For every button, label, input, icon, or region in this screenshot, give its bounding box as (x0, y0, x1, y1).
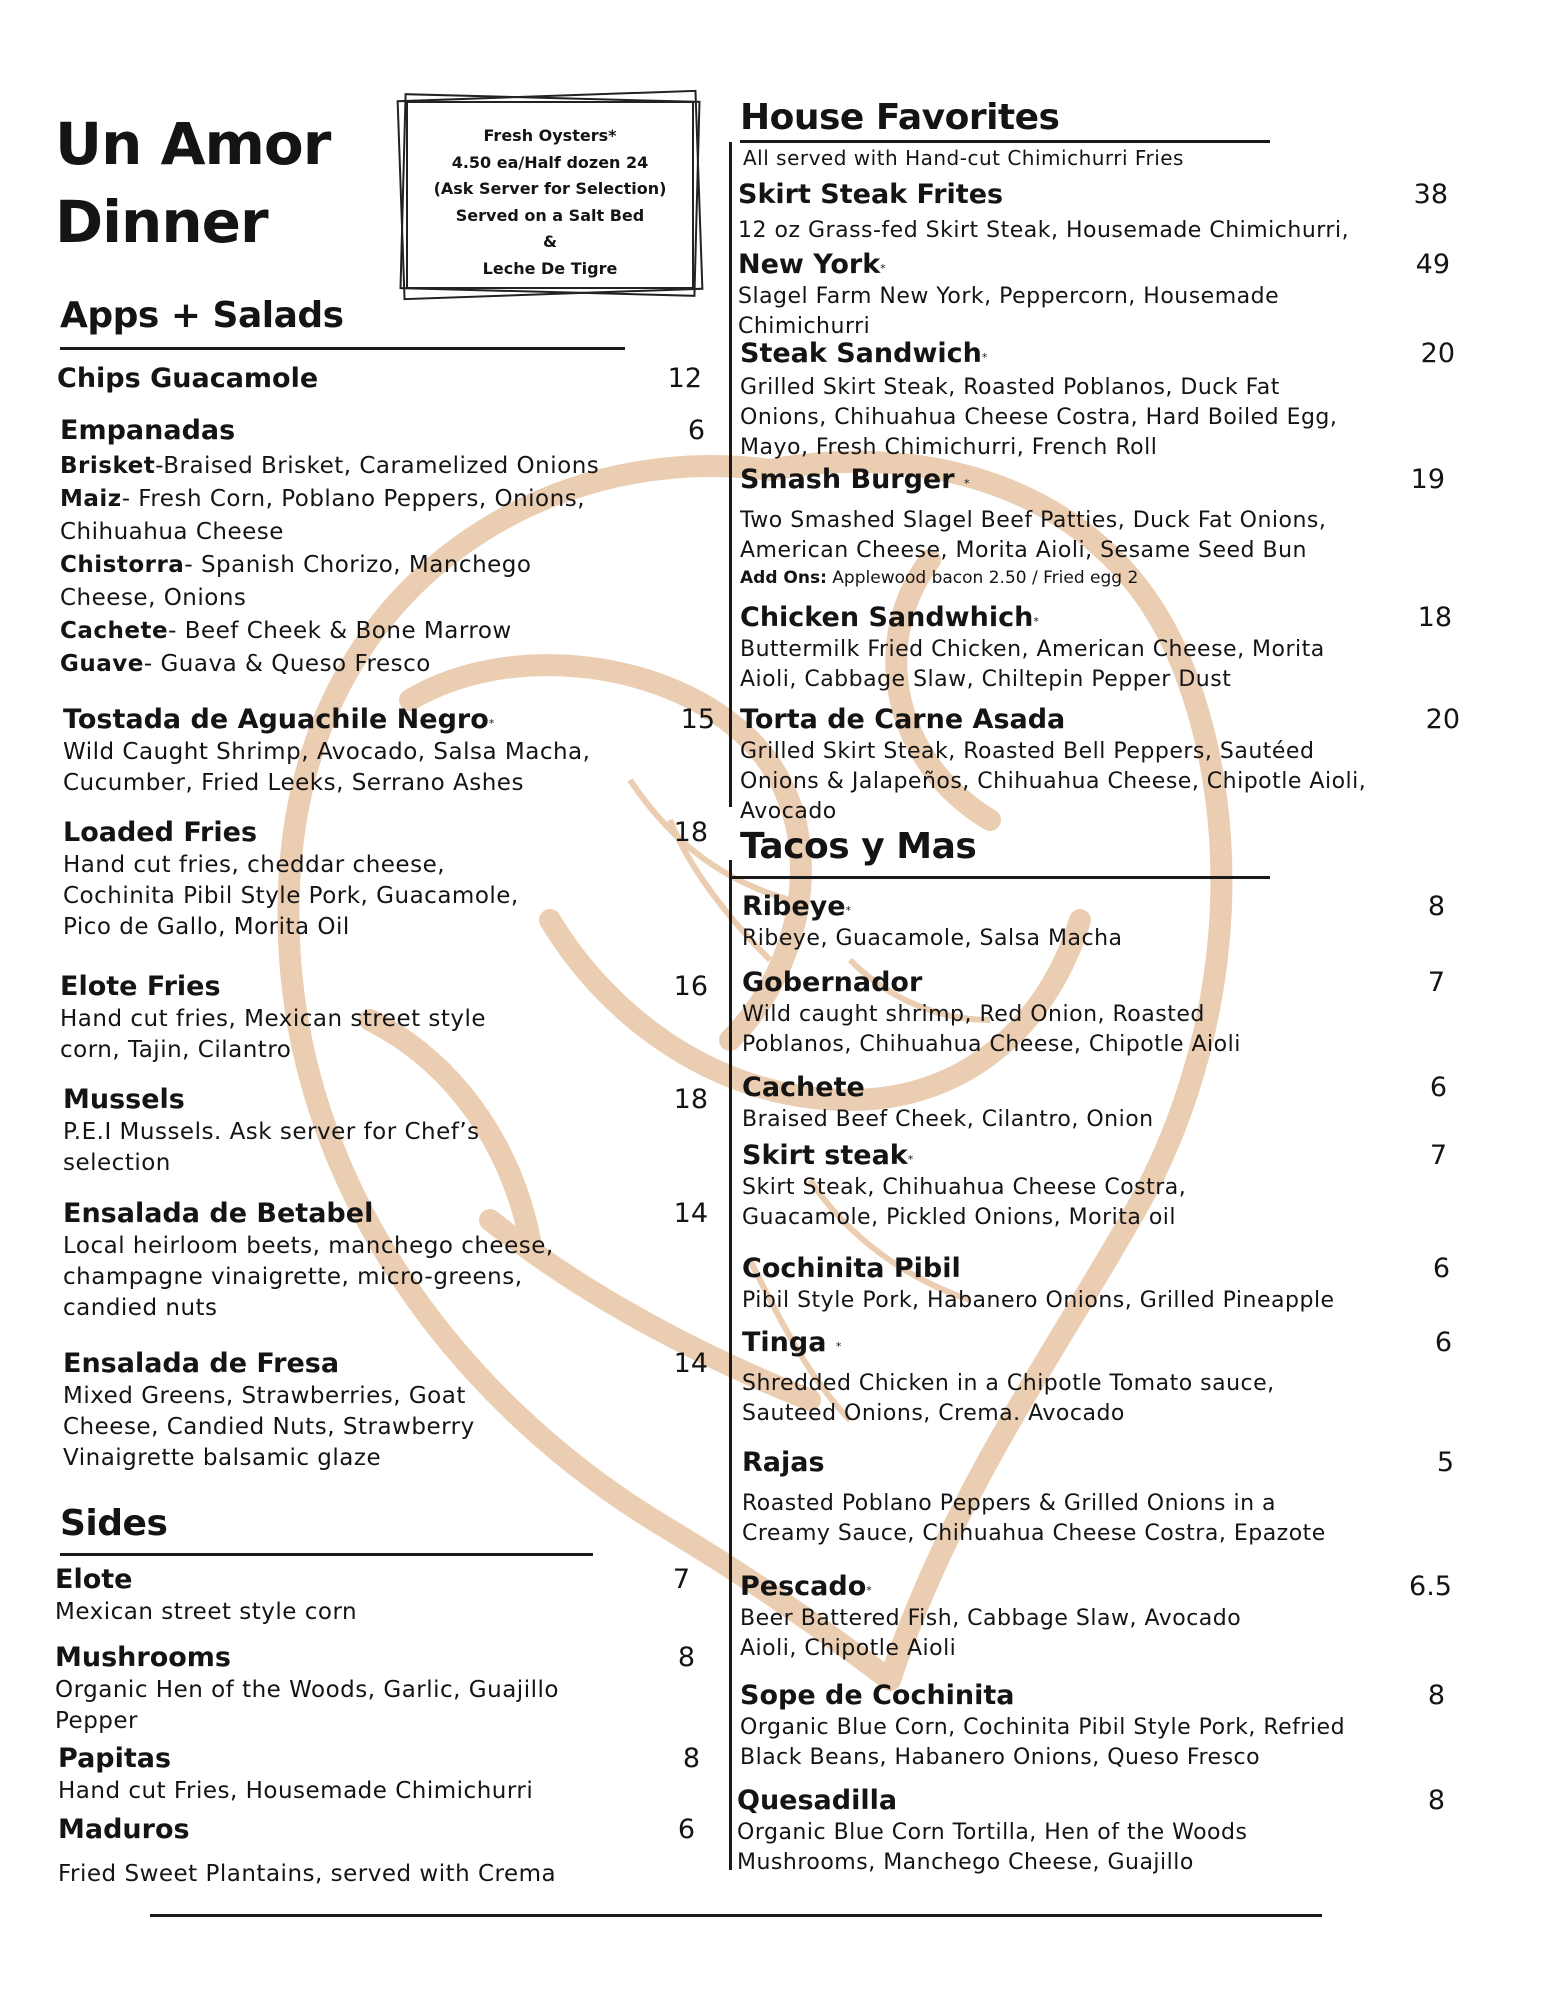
item-name-text: New York (738, 249, 881, 280)
item-description (742, 1286, 1450, 1316)
desc-line: Grilled Skirt Steak, Roasted Poblanos, Duck Fat (740, 375, 1280, 400)
menu-title (55, 105, 330, 261)
item-price: 18 (1417, 602, 1452, 633)
item-description (63, 1117, 708, 1179)
variety-name: Cachete (60, 618, 169, 644)
desc-line: Wild caught shrimp, Red Onion, Roasted (742, 1002, 1205, 1027)
item-price: 8 (1427, 1680, 1445, 1711)
item-description (740, 373, 1455, 463)
item-price: 8 (677, 1642, 695, 1673)
item-description (60, 1004, 708, 1066)
desc-line: Pibil Style Pork, Habanero Onions, Grilled Pineapple (742, 1288, 1335, 1313)
desc-line: American Cheese, Morita Aioli, Sesame Seed Bun (740, 538, 1307, 563)
bottom-divider (150, 1914, 1322, 1917)
oyster-line: & (543, 232, 557, 251)
desc-line: Creamy Sauce, Chihuahua Cheese Costra, Epazote (742, 1521, 1326, 1546)
item-name (740, 463, 969, 497)
menu-item-empanadas (60, 414, 705, 681)
item-price: 20 (1425, 704, 1460, 735)
item-name: Ensalada de Fresa (63, 1348, 340, 1379)
item-name (740, 601, 1039, 635)
menu-item-maduros (58, 1813, 695, 1890)
item-name: Loaded Fries (63, 817, 258, 848)
sides-section-title: Sides (60, 1503, 168, 1544)
column-divider-top (729, 142, 732, 807)
menu-item-sope-cochinita (740, 1679, 1445, 1773)
variety-name: Brisket (60, 453, 156, 479)
menu-item-pescado (740, 1570, 1452, 1664)
desc-line: Grilled Skirt Steak, Roasted Bell Peppers, Sautéed (740, 739, 1315, 764)
variety-name: Chistorra (60, 552, 185, 578)
item-name: Mussels (63, 1084, 185, 1115)
item-price: 7 (1427, 967, 1445, 998)
item-price: 18 (673, 817, 708, 848)
item-name: Sope de Cochinita (740, 1680, 1015, 1711)
menu-item-tinga (742, 1326, 1452, 1429)
item-name: Mushrooms (55, 1642, 232, 1673)
empanada-variety (60, 483, 705, 516)
variety-desc: - Guava & Queso Fresco (143, 651, 431, 677)
item-description (55, 1675, 695, 1737)
variety-name: Guave (60, 651, 144, 677)
item-price: 8 (1427, 891, 1445, 922)
item-price: 5 (1436, 1447, 1454, 1478)
empanada-variety (60, 615, 705, 648)
desc-line: candied nuts (63, 1295, 218, 1321)
desc-line: 12 oz Grass-fed Skirt Steak, Housemade Chimichurri, (738, 218, 1350, 243)
variety-name: Maiz (60, 486, 122, 512)
item-name: Cachete (742, 1072, 865, 1103)
menu-item-mussels (63, 1083, 708, 1179)
tacos-section-title: Tacos y Mas (740, 826, 977, 867)
apps-divider (60, 347, 625, 350)
desc-line: Aioli, Cabbage Slaw, Chiltepin Pepper Dust (740, 667, 1232, 692)
item-price: 14 (673, 1198, 708, 1229)
desc-line: Skirt Steak, Chihuahua Cheese Costra, (742, 1175, 1187, 1200)
raw-warning-star: * (963, 477, 970, 490)
item-price: 8 (1427, 1785, 1445, 1816)
raw-warning-star: * (880, 262, 886, 275)
house-divider (740, 140, 1270, 143)
desc-line: Chimichurri (738, 314, 871, 339)
menu-item-chips-guacamole (57, 362, 702, 396)
item-name-text: Steak Sandwich (740, 338, 982, 369)
menu-item-mushrooms (55, 1641, 695, 1737)
menu-item-gobernador (742, 966, 1445, 1060)
desc-line: Cochinita Pibil Style Pork, Guacamole, (63, 883, 519, 909)
desc-line: Aioli, Chipotle Aioli (740, 1636, 957, 1661)
title-line-2: Dinner (55, 188, 268, 256)
item-description (740, 737, 1460, 827)
item-description (55, 1597, 690, 1628)
item-name-text: Skirt steak (742, 1140, 908, 1171)
desc-line: Sauteed Onions, Crema. Avocado (742, 1401, 1125, 1426)
desc-line: Slagel Farm New York, Peppercorn, Housemade (738, 284, 1280, 309)
menu-item-skirt-steak-frites (738, 178, 1448, 246)
item-price: 8 (682, 1743, 700, 1774)
item-description (738, 282, 1450, 342)
item-name: Quesadilla (737, 1785, 898, 1816)
desc-line: Mayo, Fresh Chimichurri, French Roll (740, 435, 1158, 460)
oyster-line: 4.50 ea/Half dozen 24 (451, 152, 649, 172)
item-name (740, 337, 987, 371)
desc-line: Roasted Poblano Peppers & Grilled Onions in a (742, 1491, 1277, 1516)
item-description (742, 1369, 1452, 1429)
add-ons-label: Add Ons: (740, 568, 827, 588)
empanada-variety (60, 582, 705, 615)
item-name: Cochinita Pibil (742, 1253, 961, 1284)
variety-desc: - Beef Cheek & Bone Marrow (168, 618, 512, 644)
variety-desc: - Spanish Chorizo, Manchego (184, 552, 532, 578)
raw-warning-star: * (866, 1584, 872, 1597)
desc-line: Avocado (740, 799, 837, 824)
item-name-text: Chicken Sandwhich (740, 602, 1034, 633)
oyster-line: (Ask Server for Selection) (433, 179, 667, 198)
item-name: Empanadas (60, 415, 236, 446)
raw-warning-star: * (1033, 615, 1039, 628)
oyster-line: Served on a Salt Bed (455, 205, 645, 225)
item-description (63, 1381, 708, 1474)
oyster-special-box (400, 95, 700, 295)
item-description (742, 1173, 1447, 1233)
variety-desc: Chihuahua Cheese (60, 519, 284, 545)
item-name: Skirt Steak Frites (738, 179, 1004, 210)
item-name-text: Tinga (742, 1327, 827, 1358)
item-description (740, 1604, 1452, 1664)
desc-line: Two Smashed Slagel Beef Patties, Duck Fat Onions, (740, 508, 1327, 533)
item-price: 6 (1434, 1327, 1452, 1358)
desc-line: Poblanos, Chihuahua Cheese, Chipotle Aioli (742, 1032, 1241, 1057)
item-price: 19 (1410, 464, 1445, 495)
empanada-variety (60, 450, 705, 483)
item-name-text: Smash Burger (740, 464, 955, 495)
item-name (63, 703, 494, 737)
item-description (63, 850, 708, 943)
menu-item-ensalada-fresa (63, 1347, 708, 1474)
desc-line: P.E.I Mussels. Ask server for Chef’s (63, 1119, 480, 1145)
item-name: Torta de Carne Asada (740, 704, 1066, 735)
desc-line: corn, Tajin, Cilantro (60, 1037, 292, 1063)
desc-line: Shredded Chicken in a Chipotle Tomato sauce, (742, 1371, 1275, 1396)
item-name: Maduros (58, 1814, 190, 1845)
oyster-text (415, 123, 685, 282)
item-description (740, 1713, 1445, 1773)
variety-desc: - Fresh Corn, Poblano Peppers, Onions, (121, 486, 585, 512)
item-description (58, 1859, 695, 1890)
item-price: 38 (1413, 179, 1448, 210)
sides-divider (60, 1553, 593, 1556)
item-description (742, 1105, 1447, 1135)
item-description (63, 737, 715, 799)
house-favorites-title: House Favorites (740, 97, 1060, 138)
desc-line: Onions & Jalapeños, Chihuahua Cheese, Chipotle Aioli, (740, 769, 1367, 794)
item-price: 6 (1432, 1253, 1450, 1284)
desc-line: Black Beans, Habanero Onions, Queso Fresco (740, 1745, 1261, 1770)
item-name: Elote Fries (60, 971, 221, 1002)
column-divider-bottom (729, 860, 732, 1870)
menu-item-rajas (742, 1446, 1454, 1549)
desc-line: Vinaigrette balsamic glaze (63, 1445, 382, 1471)
item-name-text: Ribeye (742, 891, 846, 922)
desc-line: Organic Blue Corn Tortilla, Hen of the Woods (737, 1820, 1248, 1845)
menu-item-ribeye (742, 890, 1445, 954)
item-name-text: Tostada de Aguachile Negro (63, 704, 489, 735)
item-price: 12 (667, 363, 702, 394)
desc-line: Local heirloom beets, manchego cheese, (63, 1233, 554, 1259)
item-name: Papitas (58, 1743, 172, 1774)
menu-item-quesadilla (737, 1784, 1445, 1878)
menu-item-skirt-steak-taco (742, 1139, 1447, 1233)
item-description (742, 924, 1445, 954)
item-price: 6 (1429, 1072, 1447, 1103)
item-description (63, 1231, 708, 1324)
desc-line: Cucumber, Fried Leeks, Serrano Ashes (63, 770, 524, 796)
item-name (740, 1570, 872, 1604)
raw-warning-star: * (845, 904, 852, 917)
desc-line: Pico de Gallo, Morita Oil (63, 914, 350, 940)
desc-line: Cheese, Candied Nuts, Strawberry (63, 1414, 475, 1440)
desc-line: Hand cut fries, Mexican street style (60, 1006, 487, 1032)
item-name: Ensalada de Betabel (63, 1198, 374, 1229)
add-ons-text: Applewood bacon 2.50 / Fried egg 2 (826, 568, 1139, 588)
item-price: 6 (677, 1814, 695, 1845)
menu-item-cochinita-pibil (742, 1252, 1450, 1316)
menu-item-elote (55, 1563, 690, 1628)
raw-warning-star: * (907, 1153, 914, 1166)
item-price: 16 (673, 971, 708, 1002)
item-price: 15 (680, 704, 715, 735)
empanada-varieties (60, 450, 705, 681)
apps-section-title: Apps + Salads (60, 295, 344, 336)
item-name: Chips Guacamole (57, 363, 319, 394)
menu-item-ensalada-betabel (63, 1197, 708, 1324)
desc-line: Onions, Chihuahua Cheese Costra, Hard Boiled Egg, (740, 405, 1338, 430)
menu-item-chicken-sandwich (740, 601, 1452, 695)
item-name: Gobernador (742, 967, 923, 998)
item-description (742, 1000, 1445, 1060)
item-name-text: Pescado (740, 1571, 867, 1602)
desc-line: Hand cut fries, cheddar cheese, (63, 852, 446, 878)
item-price: 18 (673, 1084, 708, 1115)
variety-desc: Cheese, Onions (60, 585, 247, 611)
item-description (737, 1818, 1445, 1878)
desc-line: Mexican street style corn (55, 1599, 358, 1625)
item-price: 7 (1429, 1140, 1447, 1171)
item-description (742, 1489, 1454, 1549)
empanada-variety (60, 648, 705, 681)
desc-line: Pepper (55, 1708, 139, 1734)
variety-desc: -Braised Brisket, Caramelized Onions (155, 453, 600, 479)
desc-line: Ribeye, Guacamole, Salsa Macha (742, 926, 1123, 951)
desc-line: Braised Beef Cheek, Cilantro, Onion (742, 1107, 1154, 1132)
desc-line: Fried Sweet Plantains, served with Crema (58, 1861, 557, 1887)
desc-line: Organic Blue Corn, Cochinita Pibil Style Pork, Refried (740, 1715, 1346, 1740)
menu-item-tostada (63, 703, 715, 799)
item-price: 7 (672, 1564, 690, 1595)
title-line-1: Un Amor (55, 110, 331, 178)
item-price: 6 (687, 415, 705, 446)
item-name (742, 890, 851, 924)
desc-line: Mixed Greens, Strawberries, Goat (63, 1383, 466, 1409)
item-name: Rajas (742, 1447, 825, 1478)
desc-line: Hand cut Fries, Housemade Chimichurri (58, 1778, 534, 1804)
desc-line: Mushrooms, Manchego Cheese, Guajillo (737, 1850, 1194, 1875)
item-description (738, 216, 1448, 246)
item-price: 49 (1415, 249, 1450, 280)
raw-warning-star: * (835, 1340, 842, 1353)
empanada-variety (60, 516, 705, 549)
item-name (742, 1139, 913, 1173)
item-price: 14 (673, 1348, 708, 1379)
item-description (740, 635, 1452, 695)
desc-line: champagne vinaigrette, micro-greens, (63, 1264, 523, 1290)
desc-line: Buttermilk Fried Chicken, American Cheese, Morita (740, 637, 1325, 662)
menu-item-smash-burger (740, 463, 1445, 590)
menu-item-elote-fries (60, 970, 708, 1066)
empanada-variety (60, 549, 705, 582)
desc-line: Wild Caught Shrimp, Avocado, Salsa Macha, (63, 739, 591, 765)
item-description (58, 1776, 700, 1807)
item-name: Elote (55, 1564, 133, 1595)
desc-line: Guacamole, Pickled Onions, Morita oil (742, 1205, 1177, 1230)
item-description (740, 506, 1445, 566)
raw-warning-star: * (981, 351, 988, 364)
item-price: 6.5 (1409, 1571, 1452, 1602)
tacos-divider (732, 876, 1270, 879)
menu-item-steak-sandwich (740, 337, 1455, 463)
oyster-line: Leche De Tigre (482, 258, 618, 278)
add-ons-line (740, 566, 1445, 590)
desc-line: selection (63, 1150, 171, 1176)
desc-line: Beer Battered Fish, Cabbage Slaw, Avocado (740, 1606, 1242, 1631)
menu-item-loaded-fries (63, 816, 708, 943)
oyster-line: Fresh Oysters* (483, 126, 617, 145)
raw-warning-star: * (488, 717, 495, 730)
item-price: 20 (1420, 338, 1455, 369)
desc-line: Organic Hen of the Woods, Garlic, Guajillo (55, 1677, 559, 1703)
item-name (738, 248, 886, 282)
menu-item-torta-carne-asada (740, 703, 1460, 827)
menu-item-cachete (742, 1071, 1447, 1135)
menu-item-papitas (58, 1742, 700, 1807)
item-name (742, 1326, 841, 1360)
menu-item-new-york (738, 248, 1450, 342)
house-note: All served with Hand-cut Chimichurri Fries (743, 146, 1184, 170)
